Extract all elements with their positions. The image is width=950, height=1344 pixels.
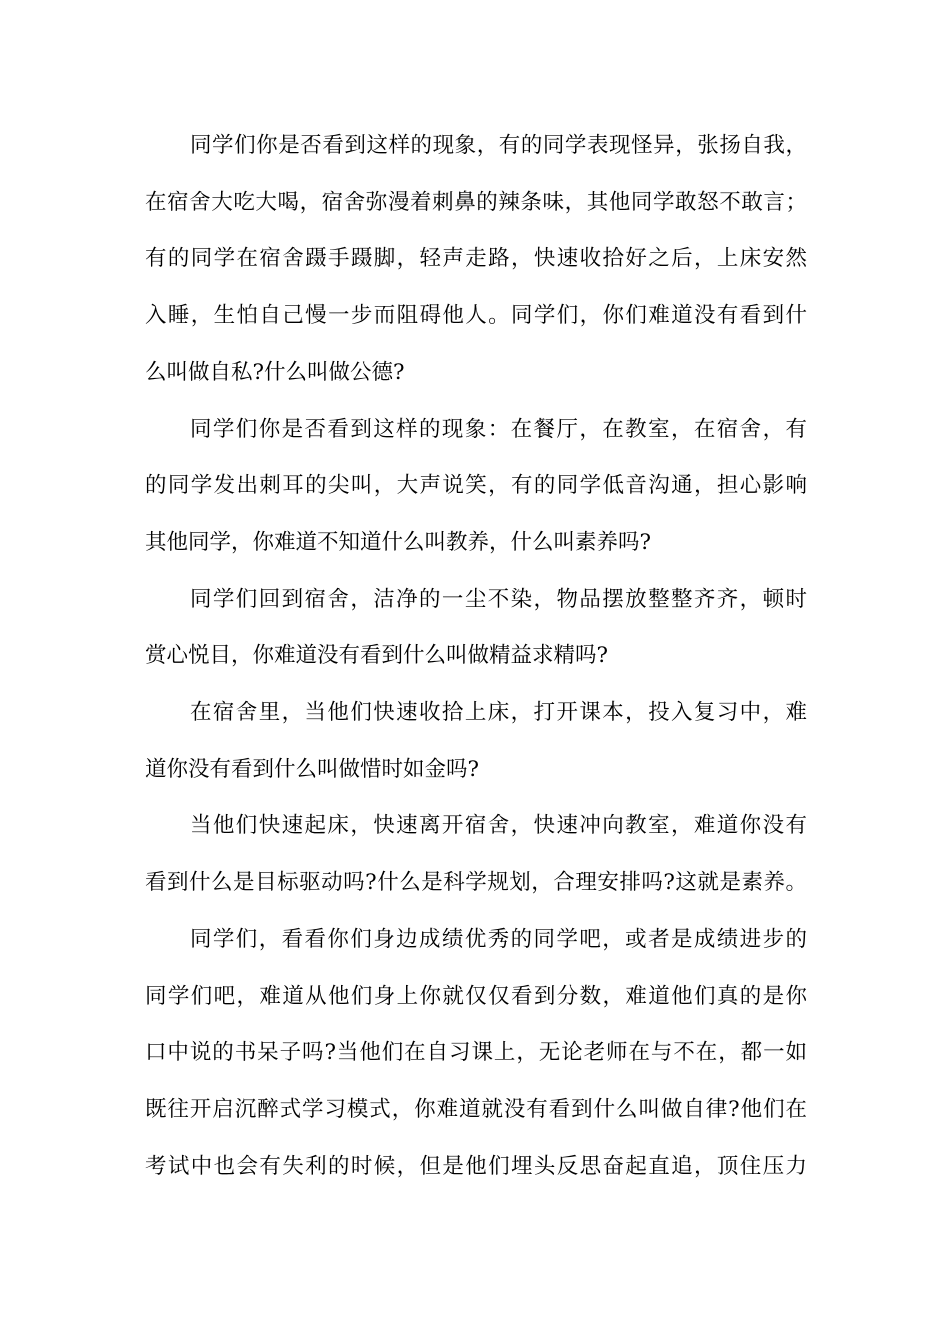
paragraph-line: 的同学发出刺耳的尖叫，大声说笑，有的同学低音沟通，担心影响 bbox=[145, 473, 807, 498]
paragraph-line: 其他同学，你难道不知道什么叫教养，什么叫素养吗? bbox=[145, 530, 652, 555]
paragraph-line: 么叫做自私?什么叫做公德? bbox=[145, 360, 405, 385]
paragraph-line: 考试中也会有失利的时候，但是他们埋头反思奋起直追，顶住压力 bbox=[145, 1154, 807, 1179]
paragraph-first-line: 同学们你是否看到这样的现象：在餐厅，在教室，在宿舍，有 bbox=[190, 417, 807, 442]
paragraph-first-line: 同学们回到宿舍，洁净的一尘不染，物品摆放整整齐齐，顿时 bbox=[190, 587, 807, 612]
paragraph-first-line: 同学们你是否看到这样的现象，有的同学表现怪异，张扬自我， bbox=[190, 133, 807, 158]
paragraph-line: 同学们吧，难道从他们身上你就仅仅看到分数，难道他们真的是你 bbox=[145, 984, 807, 1009]
paragraph-line: 既往开启沉醉式学习模式，你难道就没有看到什么叫做自律?他们在 bbox=[145, 1097, 807, 1122]
paragraph-line: 有的同学在宿舍蹑手蹑脚，轻声走路，快速收拾好之后，上床安然 bbox=[145, 246, 807, 271]
paragraph-line: 赏心悦目，你难道没有看到什么叫做精益求精吗? bbox=[145, 643, 609, 668]
paragraph-line: 口中说的书呆子吗?当他们在自习课上，无论老师在与不在，都一如 bbox=[145, 1040, 807, 1065]
paragraph-line: 入睡，生怕自己慢一步而阻碍他人。同学们，你们难道没有看到什 bbox=[145, 303, 807, 328]
paragraph-first-line: 在宿舍里，当他们快速收拾上床，打开课本，投入复习中，难 bbox=[190, 700, 807, 725]
paragraph-line: 道你没有看到什么叫做惜时如金吗? bbox=[145, 757, 480, 782]
paragraph-first-line: 当他们快速起床，快速离开宿舍，快速冲向教室，难道你没有 bbox=[190, 813, 807, 838]
paragraph-first-line: 同学们，看看你们身边成绩优秀的同学吧，或者是成绩进步的 bbox=[190, 927, 807, 952]
paragraph-line: 看到什么是目标驱动吗?什么是科学规划，合理安排吗?这就是素养。 bbox=[145, 870, 807, 895]
paragraph-line: 在宿舍大吃大喝，宿舍弥漫着刺鼻的辣条味，其他同学敢怒不敢言； bbox=[145, 190, 807, 215]
